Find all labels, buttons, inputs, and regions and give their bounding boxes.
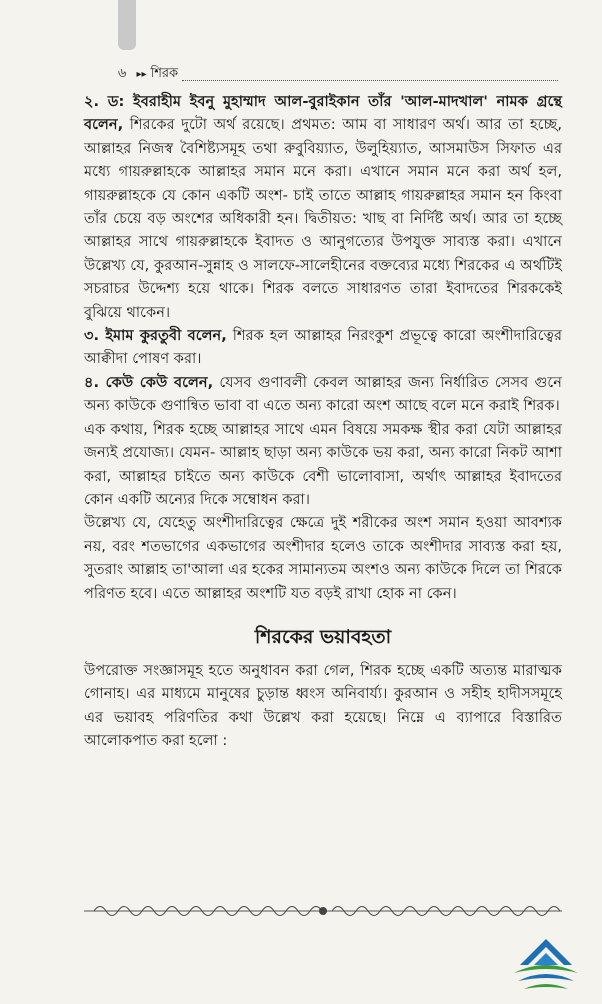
page-tab-marker [118, 0, 136, 50]
page-body [84, 90, 562, 753]
section-heading: শিরকের ভয়াবহতা [254, 625, 392, 648]
header-title: শিরক [150, 65, 179, 81]
publisher-logo [510, 935, 582, 995]
paragraph-lead: ২. ড: ইবরাহীম ইবনু মুহাম্মাদ আল-বুরাইকান তাঁর 'আল-মাদখাল' নামক গ্রন্থে বলেন, [84, 93, 562, 134]
paragraph-definition-4 [84, 371, 562, 418]
paragraph-lead: ৩. ইমাম কুরতুবী বলেন, [84, 327, 227, 345]
paragraph-text: যেসব গুণাবলী কেবল আল্লাহর জন্য নির্ধারিত সেসব গুনে অন্য কাউকে গুণান্বিত ভাবা বা এতে অন্য কারো অংশ আছে বলে মনে করাই শিরক। [84, 373, 563, 415]
running-header [118, 64, 558, 84]
dotted-leader [182, 68, 558, 81]
decorative-divider [84, 900, 562, 922]
paragraph-note: উল্লেখ্য যে, যেহেতু অংশীদারিত্বের ক্ষেত্রে দুই শরীকের অংশ সমান হওয়া আবশ্যক নয়, বরং শতভাগের একভাগের অংশীদার হলেও তাকে অংশীদার সাব্যস্ত করা হয়, সুতরাং আল্লাহ তা'আলা এর হকের সামান্যতম অংশও অন্য কাউকে দিলে তা শিরকে পরিণত হবে। এতে আল্লাহর অংশটি যত বড়ই রাখা হোক না কেন। [84, 514, 562, 602]
double-arrow-icon: ▸▸ [136, 68, 147, 80]
paragraph-text: শিরকের দুটো অর্থ রয়েছে। প্রথমত: আম বা সাধারণ অর্থ। আর তা হচ্ছে, আল্লাহর নিজস্ব বৈশিষ্ট্যসমূহ তথা রুবুবিয়্যাত, উলুহিয়্যাত, আসমাউস সিফাত এর মধ্যে গায়রুল্লাহকে আল্লাহর সমান মনে করা। এখানে সমান মনে করা অর্থ হল, গায়রুল্লাহকে যে কোন একটি অংশ- চাই তাতে আল্লাহ গায়রুল্লাহর সমান হন কিংবা তাঁর চেয়ে বড় অংশের অধিকারী হন। দ্বিতীয়ত: খাছ বা নির্দিষ্ট অর্থ। আর তা হচ্ছে আল্লাহর সাথে গায়রুল্লাহকে ইবাদত ও আনুগত্যের উপযুক্ত সাব্যস্ত করা। এখানে উল্লেখ্য যে, কুরআন-সুন্নাহ ও সালফে-সালেহীনের বক্তব্যের মধ্যে শিরকের এ অর্থটিই সচরাচর উদ্দেশ্য হয়ে থাকে। শিরক বলতে সাধারণত তারা ইবাদতের শিরককেই বুঝিয়ে থাকেন। [84, 116, 562, 321]
paragraph-summary: এক কথায়, শিরক হচ্ছে আল্লাহর সাথে এমন বিষয়ে সমকক্ষ স্থীর করা যেটা আল্লাহর জন্যই প্রযোজ্য। যেমন- আল্লাহ ছাড়া অন্য কাউকে ভয় করা, অন্য কারো নিকট আশা করা, আল্লাহর চাইতে অন্য কাউকে বেশী ভালোবাসা, অর্থাৎ আল্লাহর ইবাদতের কোন একটি অন্যের দিকে সম্বোধন করা। [84, 420, 562, 508]
paragraph-definition-2 [84, 90, 562, 324]
page-number: ৬ [118, 65, 127, 81]
paragraph-severity: উপরোক্ত সংজ্ঞাসমূহ হতে অনুধাবন করা গেল, শিরক হচ্ছে একটি অত্যন্ত মারাত্মক গোনাহ। এর মাধ্যমে মানুষের চুড়ান্ত ধ্বংস অনিবার্য্য। কুরআন ও সহীহ হাদীসসমূহে এর ভয়াবহ পরিণতির কথা উল্লেখ করা হয়েছে। নিম্নে এ ব্যাপারে বিস্তারিত আলোকপাত করা হলো : [84, 661, 562, 750]
paragraph-lead: ৪. কেউ কেউ বলেন, [84, 373, 214, 391]
paragraph-definition-3 [84, 324, 562, 371]
paragraph-text: শিরক হল আল্লাহর নিরংকুশ প্রভূত্বে কারো অংশীদারিত্বের আক্বীদা পোষণ করা। [84, 327, 562, 368]
